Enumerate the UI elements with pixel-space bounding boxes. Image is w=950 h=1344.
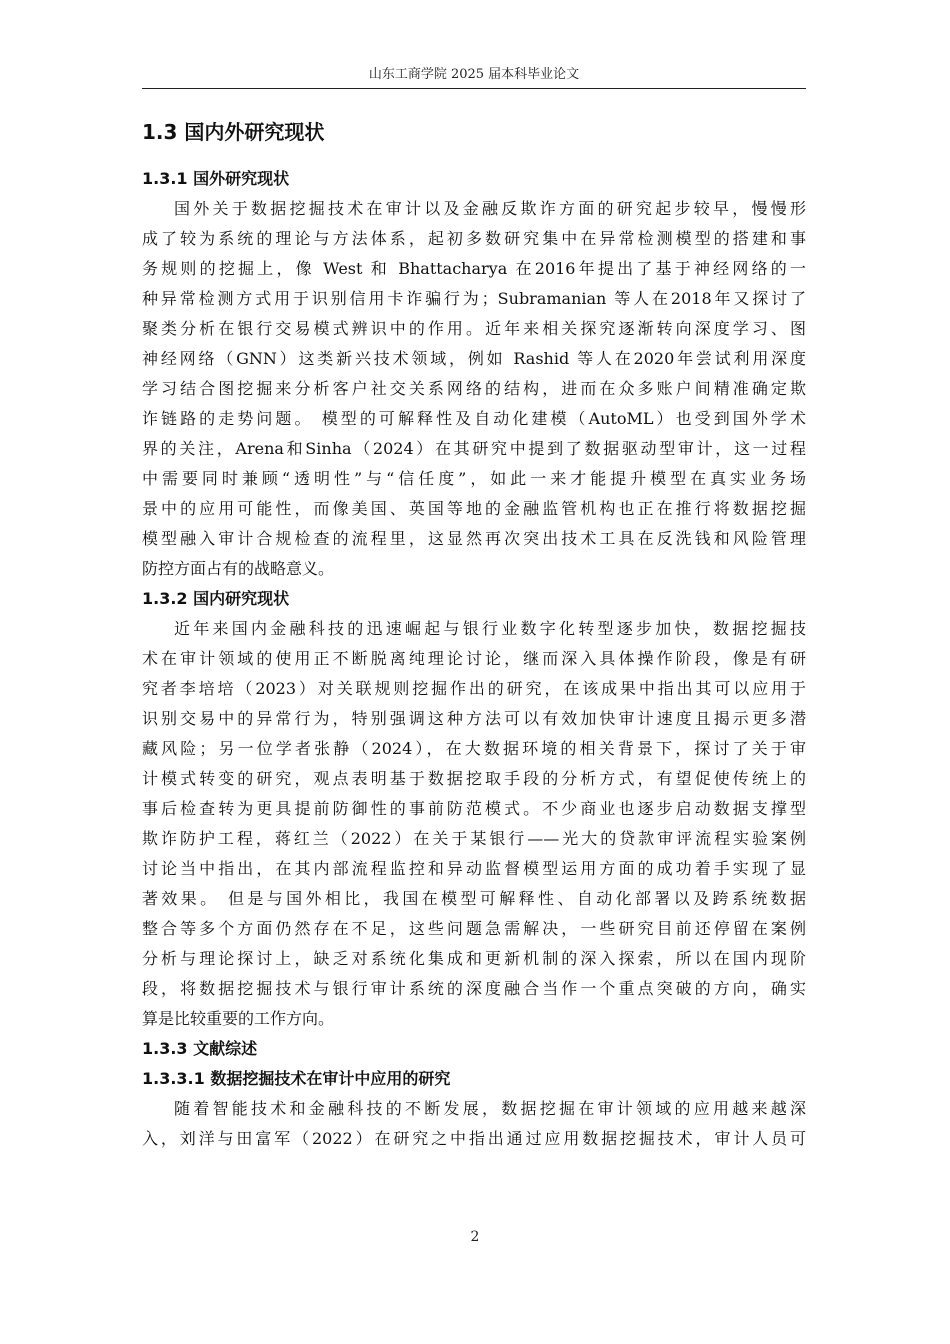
paragraph-line: 神经网络（GNN）这类新兴技术领域，例如 Rashid 等人在2020年尝试利用深度 xyxy=(142,349,806,368)
paragraph-line: 景中的应用可能性，而像美国、英国等地的金融监管机构也正在推行将数据挖掘 xyxy=(142,499,806,518)
page-number: 2 xyxy=(470,1229,480,1245)
body-content xyxy=(142,112,806,1154)
paragraph-line: 欺诈防护工程，蒋红兰（2022）在关于某银行——光大的贷款审评流程实验案例 xyxy=(142,829,806,848)
paragraph-line: 算是比较重要的工作方向。 xyxy=(142,1009,335,1028)
paragraph-line: 段，将数据挖掘技术与银行审计系统的深度融合当作一个重点突破的方向，确实 xyxy=(142,979,806,998)
paragraph-line: 整合等多个方面仍然存在不足，这些问题急需解决，一些研究目前还停留在案例 xyxy=(142,919,806,938)
paragraph-line: 中需要同时兼顾“透明性”与“信任度”，如此一来才能提升模型在真实业务场 xyxy=(142,469,806,488)
running-header: 山东工商学院 2025 届本科毕业论文 xyxy=(368,67,580,82)
paragraph-line: 防控方面占有的战略意义。 xyxy=(142,559,335,578)
paragraph-line: 诈链路的走势问题。 模型的可解释性及自动化建模（AutoML）也受到国外学术 xyxy=(142,409,806,428)
section-heading: 1.3 国内外研究现状 xyxy=(142,120,325,144)
subsection-heading: 1.3.3.1 数据挖掘技术在审计中应用的研究 xyxy=(142,1069,451,1088)
paragraph-line: 入，刘洋与田富军（2022）在研究之中指出通过应用数据挖掘技术，审计人员可 xyxy=(142,1129,806,1148)
paragraph-line: 事后检查转为更具提前防御性的事前防范模式。不少商业也逐步启动数据支撑型 xyxy=(142,799,806,818)
header-rule xyxy=(142,88,806,89)
paragraph-line: 分析与理论探讨上，缺乏对系统化集成和更新机制的深入探索，所以在国内现阶 xyxy=(142,949,806,968)
paragraph-line: 国外关于数据挖掘技术在审计以及金融反欺诈方面的研究起步较早，慢慢形 xyxy=(174,199,806,218)
paragraph-line: 务规则的挖掘上，像 West 和 Bhattacharya 在2016年提出了基于神经网络的一 xyxy=(142,259,806,278)
paragraph-line: 计模式转变的研究，观点表明基于数据挖取手段的分析方式，有望促使传统上的 xyxy=(142,769,806,788)
paragraph-line: 聚类分析在银行交易模式辨识中的作用。近年来相关探究逐渐转向深度学习、图 xyxy=(142,319,806,338)
subsection-heading: 1.3.3 文献综述 xyxy=(142,1039,258,1058)
paragraph-line: 随着智能技术和金融科技的不断发展，数据挖掘在审计领域的应用越来越深 xyxy=(174,1099,806,1118)
paragraph xyxy=(142,194,806,584)
subsection-heading: 1.3.1 国外研究现状 xyxy=(142,169,290,188)
paragraph xyxy=(142,1094,806,1154)
paragraph-line: 究者李培培（2023）对关联规则挖掘作出的研究，在该成果中指出其可以应用于 xyxy=(142,679,806,698)
paragraph xyxy=(142,614,806,1034)
paragraph-line: 著效果。 但是与国外相比，我国在模型可解释性、自动化部署以及跨系统数据 xyxy=(142,889,806,908)
subsection-heading: 1.3.2 国内研究现状 xyxy=(142,589,290,608)
paragraph-line: 模型融入审计合规检查的流程里，这显然再次突出技术工具在反洗钱和风险管理 xyxy=(142,529,806,548)
paragraph-line: 成了较为系统的理论与方法体系，起初多数研究集中在异常检测模型的搭建和事 xyxy=(142,229,806,248)
paragraph-line: 讨论当中指出，在其内部流程监控和异动监督模型运用方面的成功着手实现了显 xyxy=(142,859,806,878)
paragraph-line: 界的关注，Arena和Sinha（2024）在其研究中提到了数据驱动型审计，这一过程 xyxy=(142,439,806,458)
paragraph-line: 术在审计领域的使用正不断脱离纯理论讨论，继而深入具体操作阶段，像是有研 xyxy=(142,649,806,668)
paragraph-line: 种异常检测方式用于识别信用卡诈骗行为；Subramanian 等人在2018年又探讨了 xyxy=(142,289,806,308)
paragraph-line: 藏风险；另一位学者张静（2024），在大数据环境的相关背景下，探讨了关于审 xyxy=(142,739,806,758)
paragraph-line: 近年来国内金融科技的迅速崛起与银行业数字化转型逐步加快，数据挖掘技 xyxy=(174,619,806,638)
paragraph-line: 识别交易中的异常行为，特别强调这种方法可以有效加快审计速度且揭示更多潜 xyxy=(142,709,806,728)
paragraph-line: 学习结合图挖掘来分析客户社交关系网络的结构，进而在众多账户间精准确定欺 xyxy=(142,379,806,398)
